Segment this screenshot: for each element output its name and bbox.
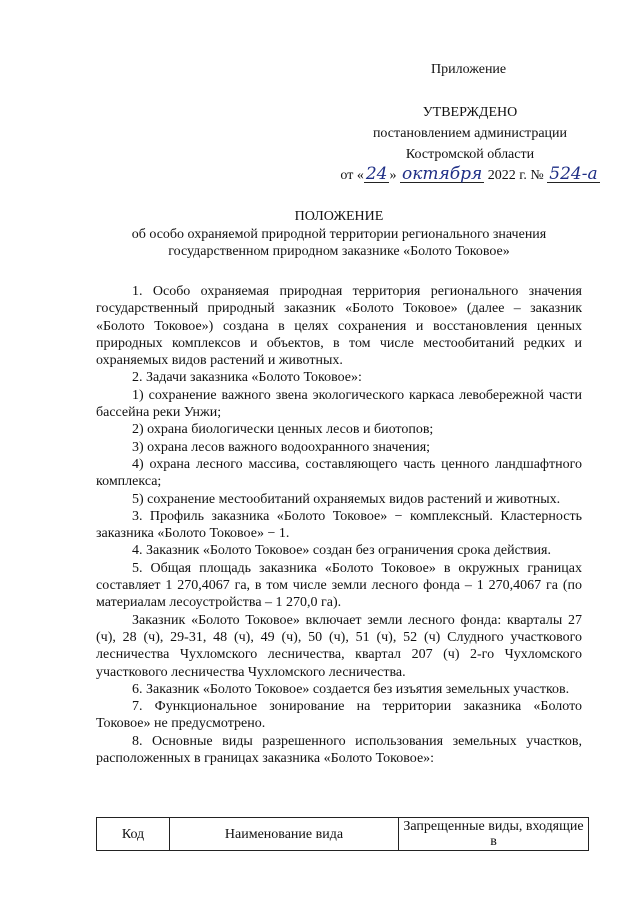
handwritten-month: октября	[401, 164, 483, 184]
title-line-2: государственном природном заказнике «Болото Токовое»	[168, 244, 510, 259]
task-item-1: 1) сохранение важного звена экологического каркаса левобережной части бассейна реки Унжи;	[96, 387, 582, 421]
document-title	[96, 208, 582, 260]
table-header-name: Наименование вида	[170, 818, 399, 851]
approval-line-2: Костромской области	[405, 147, 535, 162]
paragraph-1: 1. Особо охраняемая природная территория регионального значения государственный природный заказник «Болото Токовое» (далее – заказник «Болото Токовое») создана в целях сохранения и восстановления ценных природных комплексов и объектов, в том числе местообитаний редких и охраняемых видов растений и животных.	[96, 284, 582, 369]
title-line-1: об особо охраняемой природной территории регионального значения	[131, 227, 547, 242]
paragraph-8: 8. Основные виды разрешенного использования земельных участков, расположенных в границах заказника «Болото Токовое»:	[96, 733, 582, 767]
table-header-prohibited: Запрещенные виды, входящие в	[399, 818, 589, 851]
date-mid: »	[389, 168, 397, 183]
table-header-code: Код	[97, 818, 170, 851]
task-item-5: 5) сохранение местообитаний охраняемых видов растений и животных.	[132, 491, 561, 507]
task-item-3: 3) охрана лесов важного водоохранного значения;	[132, 439, 431, 455]
paragraph-5: 5. Общая площадь заказника «Болото Токовое» в окружных границах составляет 1 270,4067 га, в том числе земли лесного фонда – 1 270,4067 га (по материалам лесоустройства – 1 270,0 га).	[96, 560, 582, 611]
paragraph-4: 4. Заказник «Болото Токовое» создан без ограничения срока действия.	[132, 543, 551, 559]
handwritten-day: 24	[365, 164, 388, 184]
approval-line-1: постановлением администрации	[372, 126, 568, 141]
paragraph-7: 7. Функциональное зонирование на территории заказника «Болото Токовое» не предусмотрено.	[96, 699, 582, 732]
paragraph-2: 2. Задачи заказника «Болото Токовое»:	[132, 370, 362, 386]
paragraph-5-lands: Заказник «Болото Токовое» включает земли лесного фонда: кварталы 27 (ч), 28 (ч), 29-31, 48 (ч), 49 (ч), 50 (ч), 51 (ч), 52 (ч) Слудного участкового лесничества Чухломского лесничества, квартал 207 (ч) 2-го Чухломского участкового лесничества Чухломского лесничества.	[96, 612, 582, 680]
paragraph-3: 3. Профиль заказника «Болото Токовое» − комплексный. Кластерность заказника «Болото Токовое» − 1.	[96, 508, 582, 542]
approval-date-line	[340, 165, 600, 186]
approval-block	[340, 102, 600, 186]
task-item-2: 2) охрана биологически ценных лесов и биотопов;	[132, 422, 434, 438]
approved-label: УТВЕРЖДЕНО	[422, 105, 518, 120]
document-body	[96, 283, 582, 767]
task-item-4: 4) охрана лесного массива, составляющего часть ценного ландшафтного комплекса;	[96, 456, 582, 490]
appendix-label: Приложение	[431, 62, 507, 77]
title-heading: ПОЛОЖЕНИЕ	[294, 209, 384, 224]
land-use-table	[96, 817, 589, 851]
table-header-row	[97, 818, 589, 851]
paragraph-6: 6. Заказник «Болото Токовое» создается без изъятия земельных участков.	[132, 681, 570, 697]
date-prefix: от «	[340, 168, 364, 183]
year-suffix: 2022 г. №	[487, 168, 544, 183]
handwritten-number: 524-а	[549, 164, 598, 184]
